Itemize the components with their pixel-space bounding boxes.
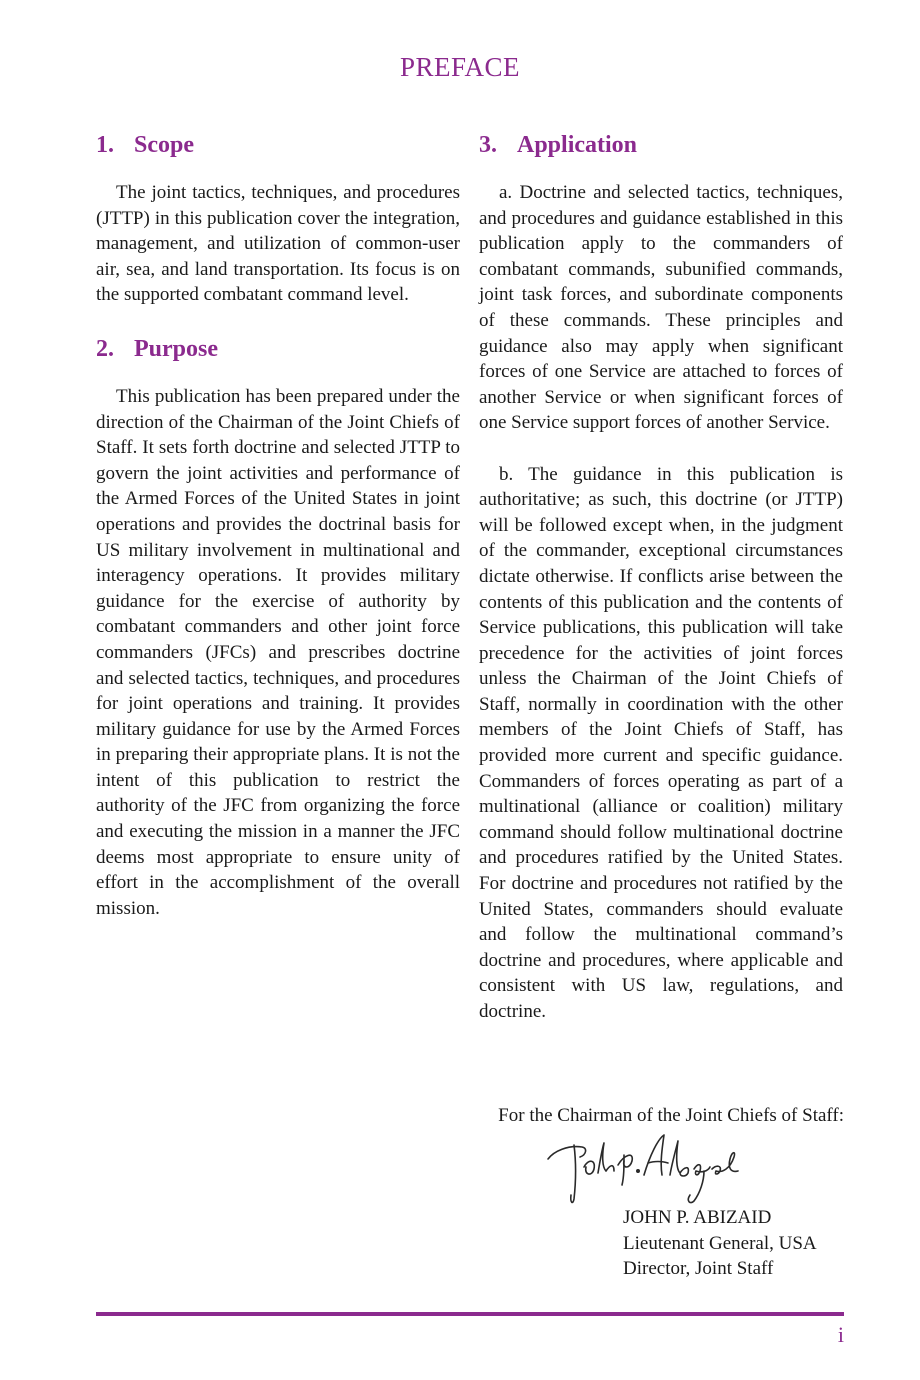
application-paragraph-a: a. Doctrine and selected tactics, techniques, and procedures and guidance established in this publication apply to the commanders of combatant commands, subunified commands, joint task forces, and subordinate components of these commands. These principles and guidance also may apply when significant forces of one Service are attached to forces of another Service or when significant forces of one Service support forces of another Service. bbox=[479, 182, 843, 434]
signer-details bbox=[623, 1205, 817, 1282]
section-title: Purpose bbox=[134, 335, 218, 362]
purpose-paragraph: This publication has been prepared under the direction of the Chairman of the Joint Chiefs of Staff. It sets forth doctrine and selected JTTP to govern the joint activities and performance of the Armed Forces of the United States in joint operations and provides the doctrinal basis for US military involvement in multinational and interagency operations. It provides military guidance for the exercise of authority by combatant commanders and other joint force commanders (JFCs) and prescribes doctrine and selected tactics, techniques, and procedures for joint operations and training. It provides military guidance for use by the Armed Forces in preparing their appropriate plans. It is not the intent of this publication to restrict the authority of the JFC from organizing the force and executing the mission in a manner the JFC deems most appropriate to ensure unity of effort in the accomplishment of the overall mission. bbox=[96, 385, 460, 919]
section-title: Application bbox=[517, 132, 638, 158]
section-title: Scope bbox=[134, 132, 194, 158]
signer-rank: Lieutenant General, USA bbox=[623, 1232, 817, 1254]
application-paragraph-b: b. The guidance in this publication is authoritative; as such, this doctrine (or JTTP) will be followed except when, in the judgment of the commander, exceptional circumstances dictate otherwise. If conflicts arise between the contents of this publication and the contents of Service publications, this publication will take precedence for the activities of joint forces unless the Chairman of the Joint Chiefs of Staff, normally in coordination with the other members of the Joint Chiefs of Staff, has provided more current and specific guidance. Commanders of forces operating as part of a multinational (alliance or coalition) military command should follow multinational doctrine and procedures ratified by the United States. For doctrine and procedures not ratified by the United States, commanders should evaluate and follow the multinational command’s doctrine and procedures, where applicable and consistent with US law, regulations, and doctrine. bbox=[479, 463, 843, 1022]
page-number: i bbox=[837, 1322, 844, 1347]
footer-divider bbox=[96, 1312, 844, 1316]
section-number: 3. bbox=[479, 132, 497, 158]
handwritten-signature bbox=[544, 1125, 744, 1215]
section-heading-scope bbox=[96, 128, 460, 162]
signature-block bbox=[464, 1103, 844, 1280]
section-heading-application bbox=[479, 128, 843, 162]
section-number: 2. bbox=[96, 335, 114, 362]
signer-name: JOHN P. ABIZAID bbox=[623, 1207, 772, 1228]
section-heading-purpose bbox=[96, 332, 460, 366]
left-column bbox=[96, 128, 460, 921]
scope-paragraph: The joint tactics, techniques, and procedures (JTTP) in this publication cover the integration, management, and utilization of common-user air, sea, and land transportation. Its focus is on the supported combatant command level. bbox=[96, 182, 460, 306]
section-number: 1. bbox=[96, 132, 114, 158]
signature-for-line: For the Chairman of the Joint Chiefs of Staff: bbox=[498, 1105, 844, 1126]
signer-position: Director, Joint Staff bbox=[623, 1258, 774, 1280]
right-column bbox=[479, 128, 843, 1025]
page-title: PREFACE bbox=[399, 52, 521, 82]
